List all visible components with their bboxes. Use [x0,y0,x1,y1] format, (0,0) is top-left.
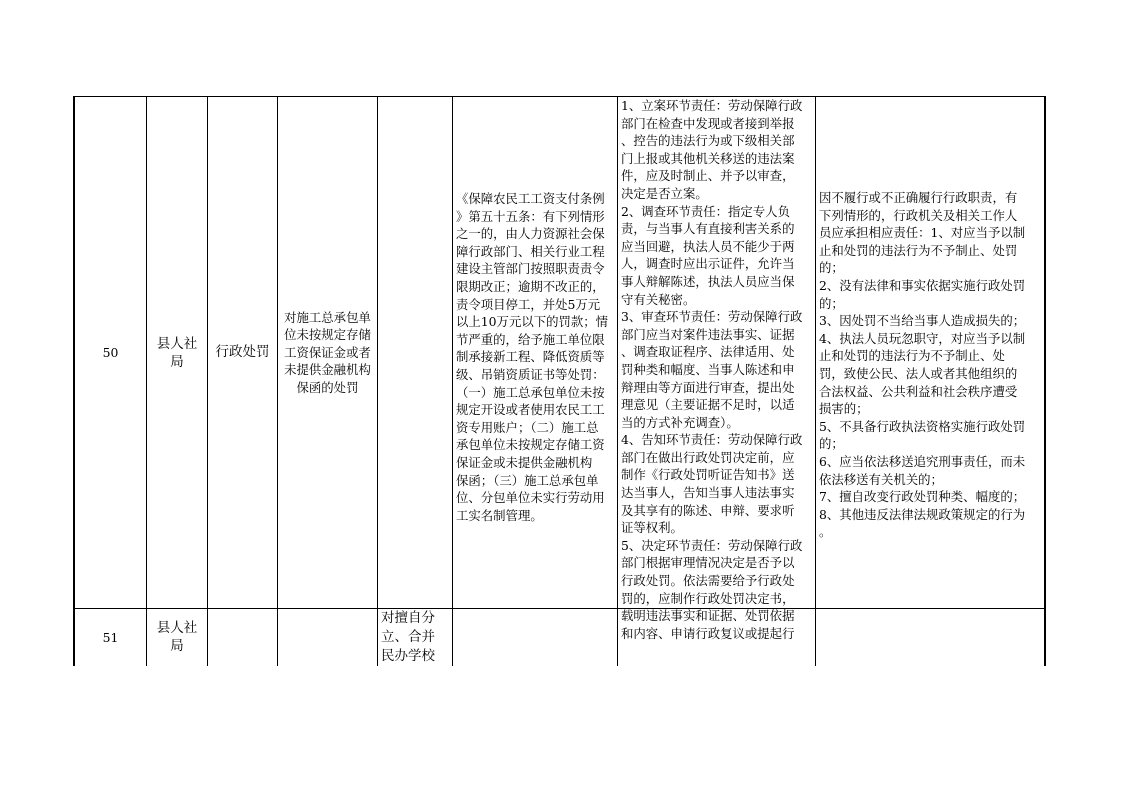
row-51-basis [453,609,617,666]
row-50-sub-item [378,97,452,608]
col-line [617,96,618,666]
row-50-category [208,97,277,608]
row-number-text: 51 [102,629,119,645]
row-50-number [75,97,146,608]
row-50-basis [456,190,616,530]
row-50-responsibility [621,97,815,641]
row-51-item [278,609,377,666]
item-text: 对施工总承包单 位未按规定存储 工资保证金或者 未提供金融机构 保函的处罚 [284,309,371,395]
row-50-dept [147,97,207,608]
responsibility-text: 1、立案环节责任：劳动保障行政 部门在检查中发现或者接到举报 、控告的违法行为或下级相关部 门上报或其他机关移送的违法案 件，应及时制止、并予以审查， 决定是否立案。 2、调查环节责任：指定专人负 责，与当事人有直接利害关系的 应当回避，执法人员不能少于两 人，调查时应出示证件，允许当 事人辩解陈述，执法人员应当保 守有关秘密。 3、审查环节责任：劳动保障行政 部门应当对案件违法事实、证据 、调查取证程序、法律适用、处 罚种类和幅度、当事人陈述和申 辩理由等方面进行审查，提出处 理意见（主要证据不足时，以适 当的方式补充调查）。 4、告知环节责任：劳动保障行政 部门在做出行政处罚决定前，应 制作《行政处罚听证告知书》送 达当事人，告知当事人违法事实 及其享有的陈述、申辩、要求听 证等权利。 5、决定环节责任：劳动保障行政 部门根据审理情况决定是否予以 行政处罚。依法需要给予行政处 罚的，应制作行政处罚决定书， 载明违法事实和证据、处罚依据 和内容、申请行政复议或提起行 [621,98,803,641]
row-51-sub-item [381,609,452,666]
col-line [452,96,453,666]
row-51-category [208,609,277,666]
dept-text: 县人社 局 [156,620,198,654]
col-line [1044,96,1046,666]
basis-text: 《保障农民工工资支付条例 》第五十五条：有下列情形 之一的，由人力资源社会保 障行政部门、相关行业工程 建设主管部门按照职责责令 限期改正；逾期不改正的， 责令项目停工，并处5万元 以上10万元以下的罚款；情 节严重的，给予施工单位限 制承接新工程、降低资质等 级、吊销资质证书等处罚： （一）施工总承包单位未按 规定开设或者使用农民工工 资专用账户；（二）施工总 承包单位未按规定存储工资 保证金或未提供金融机构 保函；（三）施工总承包单 位、分包单位未实行劳动用 工实名制管理。 [456,191,609,523]
row-50-item [278,97,377,608]
sub-item-text: 对擅自分 立、合并 民办学校 [381,610,435,664]
accountability-text: 因不履行或不正确履行行政职责，有 下列情形的，行政机关及相关工作人 员应承担相应责任：1、对应当予以制 止和处罚的违法行为不予制止、处罚 的； 2、没有法律和事实依据实施行政处罚 的； 3、因处罚不当给当事人造成损失的； 4、执法人员玩忽职守，对应当予以制 止和处罚的违法行为不予制止、处 罚，致使公民、法人或者其他组织的 合法权益、公共利益和社会秩序遭受 损害的； 5、不具备行政执法资格实施行政处罚 的； 6、应当依法移送追究刑事责任，而未 依法移送有关机关的； 7、擅自改变行政处罚种类、幅度的； 8、其他违反法律法规政策规定的行为 。 [819,190,1026,540]
row-51-number [75,609,146,666]
row-number-text: 50 [102,344,119,360]
row-51-responsibility [618,609,815,666]
row-51-accountability [816,609,1044,666]
col-line [815,96,816,666]
row-50-accountability [819,189,1044,540]
category-text: 行政处罚 [215,343,270,360]
row-51-dept [147,619,207,666]
dept-text: 县人社 局 [156,335,198,370]
